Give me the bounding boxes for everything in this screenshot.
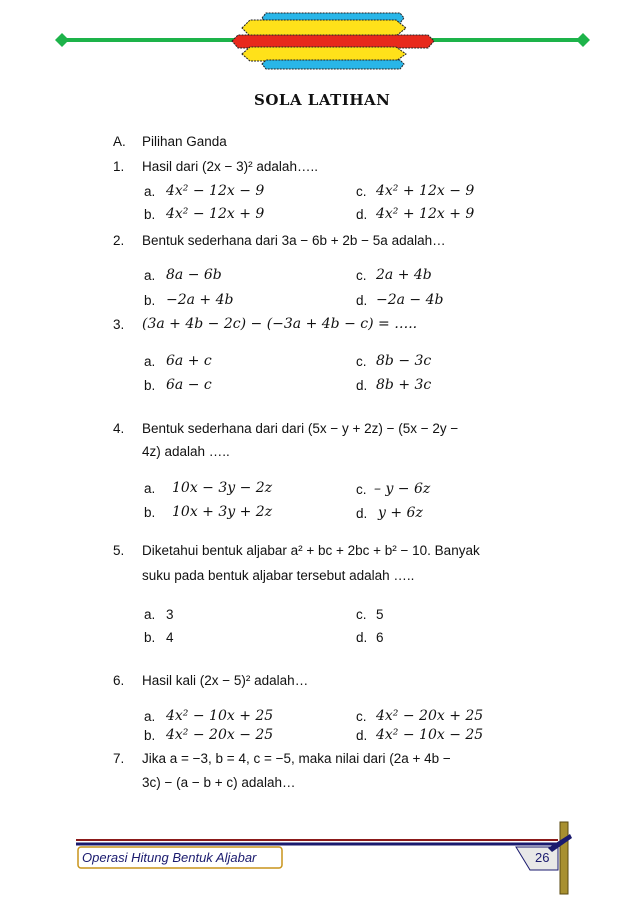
option-c-text: 5 [376,607,384,622]
option-d-label: d. [356,630,368,645]
option-d-label: d. [356,293,368,308]
question-number: 6. [113,673,125,688]
option-d-text: 6 [376,630,384,645]
option-b-text: 4x² − 20x − 25 [166,727,274,743]
option-c-label: c. [356,354,367,369]
option-b-text: 4x² − 12x + 9 [166,206,265,222]
option-c-text: 8b − 3c [376,353,432,369]
option-a-label: a. [144,481,156,496]
option-c-text: 4x² + 12x − 9 [376,183,475,199]
option-b-text: 6a − c [166,377,212,393]
ornament-band-yellow-bottom [242,47,406,61]
ornament-left-diamond [55,33,69,47]
section-label: Pilihan Ganda [142,134,227,149]
option-b-text: −2a + 4b [166,292,234,308]
question-text-continued: 4z) adalah ….. [142,444,230,459]
question-text: Bentuk sederhana dari 3a − 6b + 2b − 5a adalah… [142,233,446,248]
question-text: Hasil dari (2x − 3)² adalah….. [142,159,318,174]
option-d-label: d. [356,378,368,393]
option-d-text: 8b + 3c [376,377,432,393]
option-c-text: – y − 6z [374,481,431,497]
page-number: 26 [535,850,550,865]
option-c-text: 4x² − 20x + 25 [376,708,484,724]
question-text: Bentuk sederhana dari dari (5x − y + 2z) − (5x − 2y − [142,421,459,436]
option-d-text: 4x² + 12x + 9 [376,206,475,222]
question-number: 3. [113,317,125,332]
option-c-label: c. [356,482,367,497]
option-a-text: 4x² − 10x + 25 [166,708,274,724]
option-b-label: b. [144,630,156,645]
option-a-label: a. [144,607,156,622]
footer-post [560,822,568,894]
question-text: Diketahui bentuk aljabar a² + bc + 2bc + b² − 10. Banyak [142,543,480,558]
ornament-band-yellow-top [242,20,406,36]
option-b-text: 4 [166,630,174,645]
option-c-label: c. [356,184,367,199]
option-a-label: a. [144,709,156,724]
option-a-text: 8a − 6b [166,267,222,283]
question-number: 2. [113,233,125,248]
question-number: 1. [113,159,125,174]
option-b-text: 10x + 3y + 2z [172,504,273,520]
ornament-band-red [232,35,434,48]
option-d-label: d. [356,728,368,743]
section-letter: A. [113,134,126,149]
option-c-label: c. [356,709,367,724]
footer-title: Operasi Hitung Bentuk Aljabar [82,850,257,865]
option-a-label: a. [144,354,156,369]
question-text: Jika a = −3, b = 4, c = −5, maka nilai dari (2a + 4b − [142,751,451,766]
option-d-text: y + 6z [378,505,423,521]
option-a-text: 4x² − 12x − 9 [166,183,265,199]
option-a-text: 3 [166,607,174,622]
option-a-text: 10x − 3y − 2z [172,480,273,496]
question-text: (3a + 4b − 2c) − (−3a + 4b − c) = ….. [142,316,418,332]
question-text-continued: suku pada bentuk aljabar tersebut adalah ….. [142,568,415,583]
option-c-label: c. [356,607,367,622]
option-d-text: −2a − 4b [376,292,444,308]
page-title: SOLA LATIHAN [254,91,391,109]
question-number: 7. [113,751,125,766]
question-text: Hasil kali (2x − 5)² adalah… [142,673,309,688]
option-a-label: a. [144,268,156,283]
option-b-label: b. [144,207,156,222]
ornament-band-bottom [262,60,404,69]
header-ornament [0,0,638,80]
ornament-right-diamond [576,33,590,47]
option-b-label: b. [144,505,156,520]
option-a-text: 6a + c [166,353,212,369]
option-b-label: b. [144,728,156,743]
option-c-label: c. [356,268,367,283]
option-b-label: b. [144,378,156,393]
option-d-text: 4x² − 10x − 25 [376,727,484,743]
option-d-label: d. [356,207,368,222]
option-a-label: a. [144,184,156,199]
option-d-label: d. [356,506,368,521]
option-c-text: 2a + 4b [376,267,432,283]
question-number: 4. [113,421,125,436]
question-number: 5. [113,543,125,558]
option-b-label: b. [144,293,156,308]
question-text-continued: 3c) − (a − b + c) adalah… [142,775,296,790]
